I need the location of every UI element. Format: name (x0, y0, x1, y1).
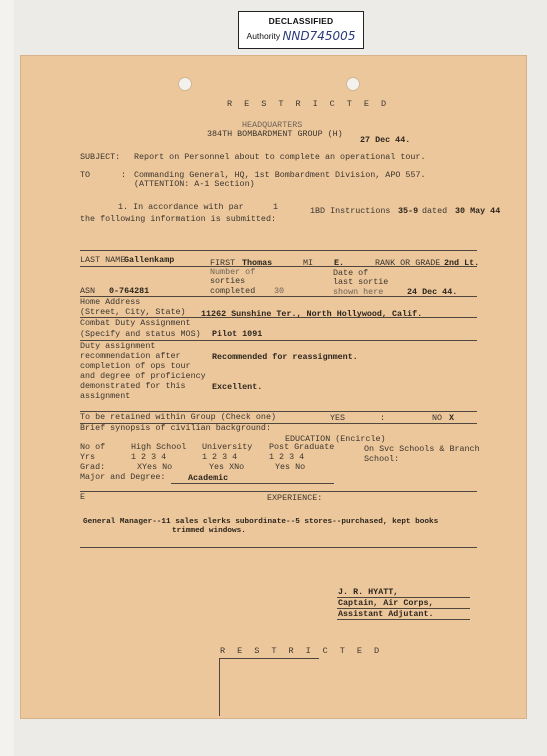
years-label-1: No of (80, 442, 106, 452)
signature-title: Assistant Adjutant. (338, 609, 434, 619)
retain-no-mark: X (449, 413, 455, 423)
combat-label-1: Combat Duty Assignment (80, 318, 191, 328)
civilian-background-label: Brief synopsis of civilian background: (80, 423, 271, 433)
home-label-2: (Street, City, State) (80, 307, 186, 317)
subject-label: SUBJECT: (80, 152, 121, 162)
to-colon: : (121, 170, 127, 180)
university-years: 1 2 3 4 (202, 452, 238, 462)
service-schools-label-2: School: (364, 454, 400, 464)
grad-label: Grad: (80, 462, 106, 472)
middle-initial-label: MI (303, 258, 314, 268)
last-sortie-label-1: Date of (333, 268, 369, 278)
stamp-authority-label: Authority (246, 31, 281, 41)
subject-text: Report on Personnel about to complete an operational tour. (134, 152, 426, 162)
retain-yes-label: YES (330, 413, 346, 423)
bottom-rule (219, 658, 319, 659)
duty-label-6: assignment (80, 391, 131, 401)
paragraph-1-start: 1. In accordance with par (118, 202, 244, 212)
retain-colon: : (380, 413, 386, 423)
university-label: University (202, 442, 253, 452)
to-line-1: Commanding General, HQ, 1st Bombardment Division, APO 557. (134, 170, 426, 180)
form-top-rule (80, 250, 477, 251)
first-name-value: Thomas (242, 258, 273, 268)
duty-label-4: and degree of proficiency (80, 371, 206, 381)
group-line: 384TH BOMBARDMENT GROUP (H) (207, 129, 343, 139)
instructions-number: 35-9 (398, 206, 419, 216)
years-label-2: Yrs (80, 452, 96, 462)
asn-label: ASN (80, 286, 96, 296)
service-schools-label-1: On Svc Schools & Branch (364, 444, 480, 454)
last-sortie-value: 24 Dec 44. (407, 287, 458, 297)
dated-label: dated (422, 206, 448, 216)
duty-label-5: demonstrated for this (80, 381, 186, 391)
instructions-label: 1BD Instructions (310, 206, 391, 216)
to-line-2: (ATTENTION: A-1 Section) (134, 179, 255, 189)
sorties-label-1: Number of (210, 267, 256, 277)
classification-top: R E S T R I C T E D (227, 99, 390, 109)
sorties-value: 30 (274, 286, 285, 296)
post-graduate-years: 1 2 3 4 (269, 452, 305, 462)
experience-marker: E (80, 492, 86, 502)
signature-name: J. R. HYATT, (338, 587, 399, 597)
bottom-vertical-rule (219, 658, 220, 716)
punch-hole-right (346, 77, 360, 91)
high-school-grad: XYes No (137, 462, 173, 472)
document-date: 27 Dec 44. (360, 135, 411, 145)
duty-label-1: Duty assignment (80, 341, 156, 351)
stamp-authority (239, 29, 363, 43)
experience-top-rule (80, 491, 477, 492)
first-name-label: FIRST (210, 258, 236, 268)
declassified-stamp (238, 11, 364, 49)
headquarters-line: HEADQUARTERS (242, 120, 303, 130)
sorties-label-2: sorties (210, 276, 246, 286)
paragraph-number: 1 (273, 202, 279, 212)
experience-line-2: trimmed windows. (172, 527, 246, 535)
high-school-years: 1 2 3 4 (131, 452, 167, 462)
proficiency-value: Excellent. (212, 382, 263, 392)
stamp-authority-number: NND745005 (282, 29, 356, 43)
retain-no-label: NO (432, 413, 443, 423)
stamp-title: DECLASSIFIED (268, 16, 334, 26)
instructions-date: 30 May 44 (455, 206, 501, 216)
rank-label: RANK OR GRADE (375, 258, 441, 268)
education-label: EDUCATION (Encircle) (285, 434, 386, 444)
university-grad: Yes XNo (209, 462, 245, 472)
major-degree-value: Academic (188, 473, 229, 483)
combat-assignment-value: Pilot 1091 (212, 329, 263, 339)
duty-recommendation-value: Recommended for reassignment. (212, 352, 358, 362)
document-page (21, 56, 526, 718)
major-degree-label: Major and Degree: (80, 472, 166, 482)
to-label: TO (80, 170, 91, 180)
post-graduate-label: Post Graduate (269, 442, 335, 452)
experience-label: EXPERIENCE: (267, 493, 323, 503)
last-name-value: Gallenkamp (124, 255, 175, 265)
major-rule (171, 483, 334, 484)
duty-label-3: completion of ops tour (80, 361, 191, 371)
signature-rule-3 (337, 619, 470, 620)
retain-label: To be retained within Group (Check one) (80, 412, 277, 422)
last-sortie-label-3: shown here (333, 287, 384, 297)
punch-hole-left (178, 77, 192, 91)
home-label-1: Home Address (80, 297, 141, 307)
experience-line-1: General Manager--11 sales clerks subordinate--5 stores--purchased, kept books (83, 518, 439, 526)
name-rule (80, 266, 477, 267)
middle-initial-value: E. (334, 258, 345, 268)
asn-value: 0-764281 (109, 286, 150, 296)
combat-label-2: (Specify and status MOS) (80, 329, 201, 339)
duty-label-2: recommendation after (80, 351, 181, 361)
paragraph-1-end: the following information is submitted: (80, 214, 277, 224)
post-graduate-grad: Yes No (275, 462, 306, 472)
home-address-value: 11262 Sunshine Ter., North Hollywood, Calif. (201, 309, 423, 319)
last-name-label: LAST NAME (80, 255, 126, 265)
last-sortie-label-2: last sortie (333, 277, 389, 287)
sorties-label-3: completed (210, 286, 256, 296)
classification-bottom: R E S T R I C T E D (220, 646, 383, 656)
experience-bottom-rule (80, 547, 477, 548)
signature-rank: Captain, Air Corps, (338, 598, 434, 608)
high-school-label: High School (131, 442, 187, 452)
rank-value: 2nd Lt. (444, 258, 480, 268)
